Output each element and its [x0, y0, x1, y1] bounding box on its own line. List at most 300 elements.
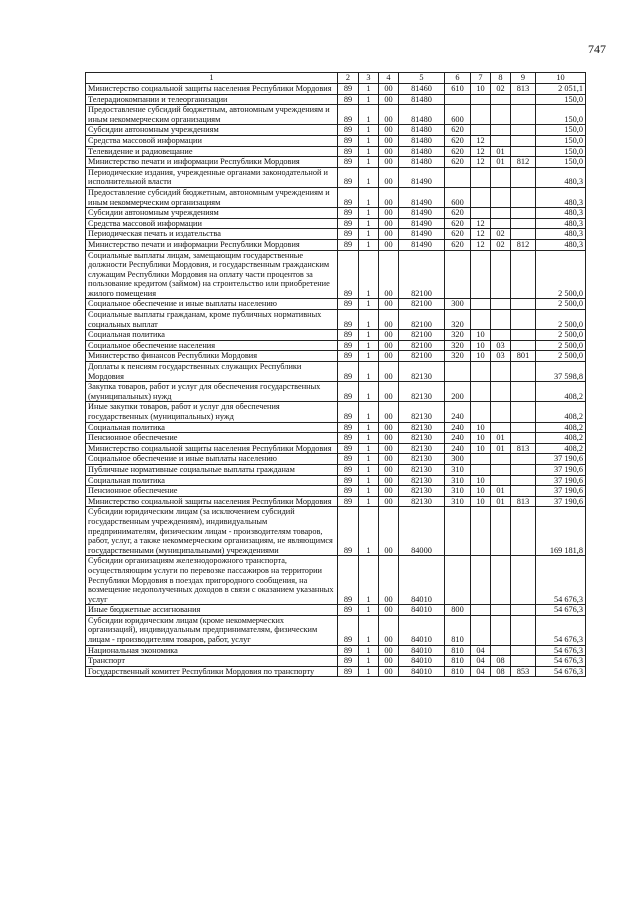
code-cell: 00	[379, 507, 399, 556]
table-row	[86, 433, 586, 444]
subsection-cell: 02	[491, 239, 511, 250]
target-code-cell: 84010	[399, 556, 445, 605]
subsection-cell: 01	[491, 146, 511, 157]
ministry-code-cell	[511, 475, 536, 486]
target-code-cell: 82100	[399, 250, 445, 299]
table-row	[86, 443, 586, 454]
section-cell	[471, 187, 491, 207]
subsection-cell	[491, 402, 511, 422]
sum-cell: 37 190,6	[536, 475, 586, 486]
subsection-cell	[491, 362, 511, 382]
table-row	[86, 645, 586, 656]
section-cell: 10	[471, 422, 491, 433]
subsection-cell	[491, 167, 511, 187]
subsection-cell	[491, 464, 511, 475]
section-cell	[471, 125, 491, 136]
table-row	[86, 340, 586, 351]
code-cell: 00	[379, 454, 399, 465]
section-cell: 12	[471, 239, 491, 250]
sum-cell: 37 190,6	[536, 464, 586, 475]
table-row	[86, 382, 586, 402]
ministry-code-cell: 853	[511, 666, 536, 677]
target-code-cell: 81480	[399, 105, 445, 125]
expense-type-cell: 800	[445, 605, 471, 616]
code-cell: 00	[379, 486, 399, 497]
section-cell	[471, 464, 491, 475]
ministry-code-cell	[511, 187, 536, 207]
subsection-cell: 03	[491, 351, 511, 362]
sum-cell: 408,2	[536, 402, 586, 422]
code-cell: 00	[379, 433, 399, 444]
expense-type-cell: 620	[445, 157, 471, 168]
sum-cell: 37 598,8	[536, 362, 586, 382]
table-row	[86, 656, 586, 667]
table-row	[86, 187, 586, 207]
code-cell: 89	[338, 615, 359, 645]
subsection-cell	[491, 507, 511, 556]
table-row	[86, 330, 586, 341]
expense-type-cell	[445, 167, 471, 187]
row-name-cell: Иные закупки товаров, работ и услуг для обеспечения государственных (муниципальных) нужд	[86, 402, 338, 422]
code-cell: 00	[379, 656, 399, 667]
column-header: 6	[445, 73, 471, 84]
table-row	[86, 666, 586, 677]
code-cell: 00	[379, 645, 399, 656]
sum-cell: 2 500,0	[536, 310, 586, 330]
ministry-code-cell	[511, 208, 536, 219]
code-cell: 00	[379, 351, 399, 362]
code-cell: 89	[338, 507, 359, 556]
ministry-code-cell: 813	[511, 443, 536, 454]
section-cell	[471, 454, 491, 465]
section-cell: 12	[471, 157, 491, 168]
row-name-cell: Министерство финансов Республики Мордовия	[86, 351, 338, 362]
section-cell: 10	[471, 351, 491, 362]
sum-cell: 2 500,0	[536, 330, 586, 341]
code-cell: 1	[359, 507, 379, 556]
code-cell: 1	[359, 666, 379, 677]
code-cell: 89	[338, 382, 359, 402]
code-cell: 89	[338, 443, 359, 454]
row-name-cell: Периодические издания, учрежденные органами законодательной и исполнительной власти	[86, 167, 338, 187]
expense-type-cell: 600	[445, 187, 471, 207]
target-code-cell: 82100	[399, 351, 445, 362]
table-row	[86, 84, 586, 95]
subsection-cell	[491, 330, 511, 341]
ministry-code-cell	[511, 362, 536, 382]
sum-cell: 150,0	[536, 135, 586, 146]
column-header: 7	[471, 73, 491, 84]
code-cell: 00	[379, 84, 399, 95]
budget-table	[85, 72, 586, 677]
code-cell: 1	[359, 645, 379, 656]
row-name-cell: Пенсионное обеспечение	[86, 486, 338, 497]
code-cell: 1	[359, 94, 379, 105]
target-code-cell: 81480	[399, 146, 445, 157]
ministry-code-cell	[511, 605, 536, 616]
row-name-cell: Периодическая печать и издательства	[86, 229, 338, 240]
ministry-code-cell	[511, 105, 536, 125]
code-cell: 89	[338, 362, 359, 382]
ministry-code-cell	[511, 218, 536, 229]
subsection-cell	[491, 250, 511, 299]
ministry-code-cell	[511, 433, 536, 444]
code-cell: 89	[338, 299, 359, 310]
code-cell: 89	[338, 556, 359, 605]
code-cell: 00	[379, 556, 399, 605]
subsection-cell: 02	[491, 84, 511, 95]
target-code-cell: 82130	[399, 454, 445, 465]
target-code-cell: 84010	[399, 666, 445, 677]
code-cell: 89	[338, 454, 359, 465]
target-code-cell: 81490	[399, 167, 445, 187]
code-cell: 1	[359, 486, 379, 497]
section-cell: 04	[471, 656, 491, 667]
code-cell: 00	[379, 340, 399, 351]
code-cell: 89	[338, 351, 359, 362]
sum-cell: 37 190,6	[536, 496, 586, 507]
table-row	[86, 125, 586, 136]
code-cell: 89	[338, 656, 359, 667]
expense-type-cell: 240	[445, 422, 471, 433]
code-cell: 00	[379, 208, 399, 219]
expense-type-cell: 200	[445, 382, 471, 402]
column-header: 5	[399, 73, 445, 84]
sum-cell: 2 500,0	[536, 351, 586, 362]
target-code-cell: 82130	[399, 362, 445, 382]
row-name-cell: Государственный комитет Республики Мордовия по транспорту	[86, 666, 338, 677]
code-cell: 1	[359, 556, 379, 605]
expense-type-cell	[445, 362, 471, 382]
section-cell: 04	[471, 666, 491, 677]
sum-cell: 2 500,0	[536, 299, 586, 310]
expense-type-cell: 320	[445, 340, 471, 351]
subsection-cell: 02	[491, 229, 511, 240]
code-cell: 00	[379, 187, 399, 207]
expense-type-cell: 810	[445, 615, 471, 645]
code-cell: 89	[338, 250, 359, 299]
row-name-cell: Социальные выплаты лицам, замещающим государственные должности Республики Мордовия, и государственным гражданским служащим Республики Мордовия на оплату части процентов за пользование кредитом (займом) на строительство или приобретение жилого помещения	[86, 250, 338, 299]
code-cell: 1	[359, 362, 379, 382]
subsection-cell	[491, 422, 511, 433]
target-code-cell: 82130	[399, 443, 445, 454]
table-row	[86, 507, 586, 556]
table-row	[86, 362, 586, 382]
subsection-cell	[491, 218, 511, 229]
row-name-cell: Иные бюджетные ассигнования	[86, 605, 338, 616]
code-cell: 00	[379, 422, 399, 433]
code-cell: 00	[379, 125, 399, 136]
ministry-code-cell	[511, 382, 536, 402]
code-cell: 1	[359, 239, 379, 250]
code-cell: 00	[379, 475, 399, 486]
ministry-code-cell	[511, 167, 536, 187]
expense-type-cell	[445, 94, 471, 105]
subsection-cell	[491, 125, 511, 136]
code-cell: 1	[359, 330, 379, 341]
table-body	[86, 84, 586, 677]
code-cell: 89	[338, 218, 359, 229]
code-cell: 00	[379, 464, 399, 475]
target-code-cell: 82130	[399, 464, 445, 475]
section-cell: 12	[471, 135, 491, 146]
row-name-cell: Телевидение и радиовещание	[86, 146, 338, 157]
table-row	[86, 475, 586, 486]
code-cell: 00	[379, 229, 399, 240]
expense-type-cell: 310	[445, 486, 471, 497]
target-code-cell: 82130	[399, 402, 445, 422]
code-cell: 00	[379, 402, 399, 422]
code-cell: 1	[359, 135, 379, 146]
ministry-code-cell	[511, 299, 536, 310]
code-cell: 89	[338, 239, 359, 250]
table-row	[86, 250, 586, 299]
section-cell: 10	[471, 84, 491, 95]
ministry-code-cell	[511, 94, 536, 105]
code-cell: 1	[359, 656, 379, 667]
section-cell	[471, 105, 491, 125]
target-code-cell: 81490	[399, 218, 445, 229]
code-cell: 89	[338, 208, 359, 219]
code-cell: 1	[359, 167, 379, 187]
section-cell	[471, 507, 491, 556]
section-cell	[471, 299, 491, 310]
table-row	[86, 94, 586, 105]
section-cell: 04	[471, 645, 491, 656]
ministry-code-cell: 801	[511, 351, 536, 362]
section-cell: 10	[471, 475, 491, 486]
row-name-cell: Субсидии юридическим лицам (за исключением субсидий государственным учреждениям), индивидуальным предпринимателям, физическим лицам - производителям товаров, работ, услуг, а также некоммерческим организациям, не являющимся государственными (муниципальными) учреждениями	[86, 507, 338, 556]
section-cell: 10	[471, 496, 491, 507]
subsection-cell: 01	[491, 443, 511, 454]
ministry-code-cell	[511, 135, 536, 146]
expense-type-cell: 810	[445, 666, 471, 677]
expense-type-cell: 240	[445, 433, 471, 444]
column-header: 4	[379, 73, 399, 84]
row-name-cell: Пенсионное обеспечение	[86, 433, 338, 444]
sum-cell: 480,3	[536, 208, 586, 219]
code-cell: 1	[359, 433, 379, 444]
subsection-cell	[491, 208, 511, 219]
code-cell: 00	[379, 146, 399, 157]
code-cell: 1	[359, 229, 379, 240]
code-cell: 00	[379, 615, 399, 645]
ministry-code-cell	[511, 422, 536, 433]
row-name-cell: Министерство печати и информации Республики Мордовия	[86, 157, 338, 168]
code-cell: 00	[379, 310, 399, 330]
expense-type-cell: 620	[445, 239, 471, 250]
table-row	[86, 422, 586, 433]
ministry-code-cell	[511, 340, 536, 351]
target-code-cell: 82100	[399, 299, 445, 310]
section-cell: 12	[471, 146, 491, 157]
code-cell: 89	[338, 605, 359, 616]
table-row	[86, 605, 586, 616]
ministry-code-cell	[511, 615, 536, 645]
table-row	[86, 135, 586, 146]
code-cell: 00	[379, 362, 399, 382]
ministry-code-cell	[511, 229, 536, 240]
page-number: 747	[588, 42, 606, 56]
table-row	[86, 486, 586, 497]
code-cell: 89	[338, 146, 359, 157]
ministry-code-cell	[511, 486, 536, 497]
expense-type-cell	[445, 507, 471, 556]
code-cell: 00	[379, 94, 399, 105]
table-row	[86, 157, 586, 168]
code-cell: 89	[338, 486, 359, 497]
target-code-cell: 81490	[399, 187, 445, 207]
table-row	[86, 208, 586, 219]
row-name-cell: Средства массовой информации	[86, 135, 338, 146]
code-cell: 00	[379, 382, 399, 402]
code-cell: 89	[338, 310, 359, 330]
sum-cell: 150,0	[536, 146, 586, 157]
expense-type-cell: 810	[445, 645, 471, 656]
target-code-cell: 84010	[399, 645, 445, 656]
sum-cell: 408,2	[536, 433, 586, 444]
sum-cell: 54 676,3	[536, 556, 586, 605]
row-name-cell: Национальная экономика	[86, 645, 338, 656]
code-cell: 00	[379, 218, 399, 229]
sum-cell: 480,3	[536, 218, 586, 229]
code-cell: 1	[359, 310, 379, 330]
expense-type-cell: 310	[445, 496, 471, 507]
sum-cell: 54 676,3	[536, 645, 586, 656]
target-code-cell: 81490	[399, 208, 445, 219]
target-code-cell: 81490	[399, 229, 445, 240]
ministry-code-cell	[511, 310, 536, 330]
ministry-code-cell	[511, 507, 536, 556]
row-name-cell: Социальные выплаты гражданам, кроме публичных нормативных социальных выплат	[86, 310, 338, 330]
subsection-cell: 03	[491, 340, 511, 351]
column-header: 8	[491, 73, 511, 84]
expense-type-cell: 620	[445, 229, 471, 240]
code-cell: 89	[338, 340, 359, 351]
row-name-cell: Министерство социальной защиты населения Республики Мордовия	[86, 443, 338, 454]
row-name-cell: Предоставление субсидий бюджетным, автономным учреждениям и иным некоммерческим организациям	[86, 105, 338, 125]
target-code-cell: 82130	[399, 433, 445, 444]
target-code-cell: 82100	[399, 340, 445, 351]
ministry-code-cell	[511, 645, 536, 656]
section-cell	[471, 362, 491, 382]
table-row	[86, 229, 586, 240]
sum-cell: 480,3	[536, 167, 586, 187]
code-cell: 89	[338, 666, 359, 677]
code-cell: 1	[359, 475, 379, 486]
target-code-cell: 82130	[399, 382, 445, 402]
sum-cell: 54 676,3	[536, 605, 586, 616]
section-cell	[471, 382, 491, 402]
code-cell: 00	[379, 496, 399, 507]
ministry-code-cell	[511, 330, 536, 341]
column-header: 10	[536, 73, 586, 84]
sum-cell: 169 181,8	[536, 507, 586, 556]
row-name-cell: Средства массовой информации	[86, 218, 338, 229]
sum-cell: 37 190,6	[536, 486, 586, 497]
sum-cell: 408,2	[536, 443, 586, 454]
subsection-cell	[491, 310, 511, 330]
code-cell: 00	[379, 135, 399, 146]
target-code-cell: 82100	[399, 310, 445, 330]
code-cell: 1	[359, 605, 379, 616]
row-name-cell: Министерство социальной защиты населения Республики Мордовия	[86, 84, 338, 95]
expense-type-cell: 620	[445, 218, 471, 229]
code-cell: 1	[359, 464, 379, 475]
sum-cell: 150,0	[536, 125, 586, 136]
ministry-code-cell: 812	[511, 239, 536, 250]
column-header: 3	[359, 73, 379, 84]
section-cell: 12	[471, 218, 491, 229]
code-cell: 89	[338, 464, 359, 475]
code-cell: 1	[359, 382, 379, 402]
code-cell: 89	[338, 94, 359, 105]
row-name-cell: Министерство печати и информации Республики Мордовия	[86, 239, 338, 250]
target-code-cell: 81480	[399, 135, 445, 146]
subsection-cell	[491, 382, 511, 402]
table-row	[86, 299, 586, 310]
ministry-code-cell	[511, 402, 536, 422]
sum-cell: 54 676,3	[536, 615, 586, 645]
subsection-cell	[491, 475, 511, 486]
expense-type-cell: 320	[445, 351, 471, 362]
code-cell: 1	[359, 454, 379, 465]
expense-type-cell: 310	[445, 464, 471, 475]
code-cell: 89	[338, 330, 359, 341]
expense-type-cell: 240	[445, 402, 471, 422]
expense-type-cell: 310	[445, 475, 471, 486]
expense-type-cell: 320	[445, 310, 471, 330]
subsection-cell	[491, 299, 511, 310]
table-header-row	[86, 73, 586, 84]
table-row	[86, 239, 586, 250]
section-cell	[471, 250, 491, 299]
column-header: 2	[338, 73, 359, 84]
subsection-cell	[491, 556, 511, 605]
code-cell: 89	[338, 84, 359, 95]
code-cell: 89	[338, 187, 359, 207]
target-code-cell: 82130	[399, 475, 445, 486]
target-code-cell: 84010	[399, 656, 445, 667]
code-cell: 1	[359, 125, 379, 136]
table-row	[86, 218, 586, 229]
section-cell: 10	[471, 340, 491, 351]
table-row	[86, 310, 586, 330]
row-name-cell: Закупка товаров, работ и услуг для обеспечения государственных (муниципальных) нужд	[86, 382, 338, 402]
subsection-cell: 01	[491, 157, 511, 168]
sum-cell: 150,0	[536, 105, 586, 125]
section-cell	[471, 208, 491, 219]
section-cell: 10	[471, 330, 491, 341]
table-row	[86, 167, 586, 187]
target-code-cell: 81480	[399, 125, 445, 136]
row-name-cell: Предоставление субсидий бюджетным, автономным учреждениям и иным некоммерческим организациям	[86, 187, 338, 207]
code-cell: 1	[359, 402, 379, 422]
code-cell: 00	[379, 330, 399, 341]
target-code-cell: 81480	[399, 157, 445, 168]
section-cell: 10	[471, 443, 491, 454]
row-name-cell: Доплаты к пенсиям государственных служащих Республики Мордовия	[86, 362, 338, 382]
row-name-cell: Публичные нормативные социальные выплаты гражданам	[86, 464, 338, 475]
code-cell: 89	[338, 422, 359, 433]
section-cell	[471, 615, 491, 645]
table-row	[86, 556, 586, 605]
section-cell	[471, 402, 491, 422]
expense-type-cell	[445, 250, 471, 299]
row-name-cell: Субсидии организациям железнодорожного транспорта, осуществляющим услуги по перевозке пассажиров на территории Республики Мордовия в поездах пригородного сообщения, на возмещение недополученных доходов в связи с оказанием указанных услуг	[86, 556, 338, 605]
sum-cell: 2 500,0	[536, 250, 586, 299]
section-cell: 12	[471, 229, 491, 240]
